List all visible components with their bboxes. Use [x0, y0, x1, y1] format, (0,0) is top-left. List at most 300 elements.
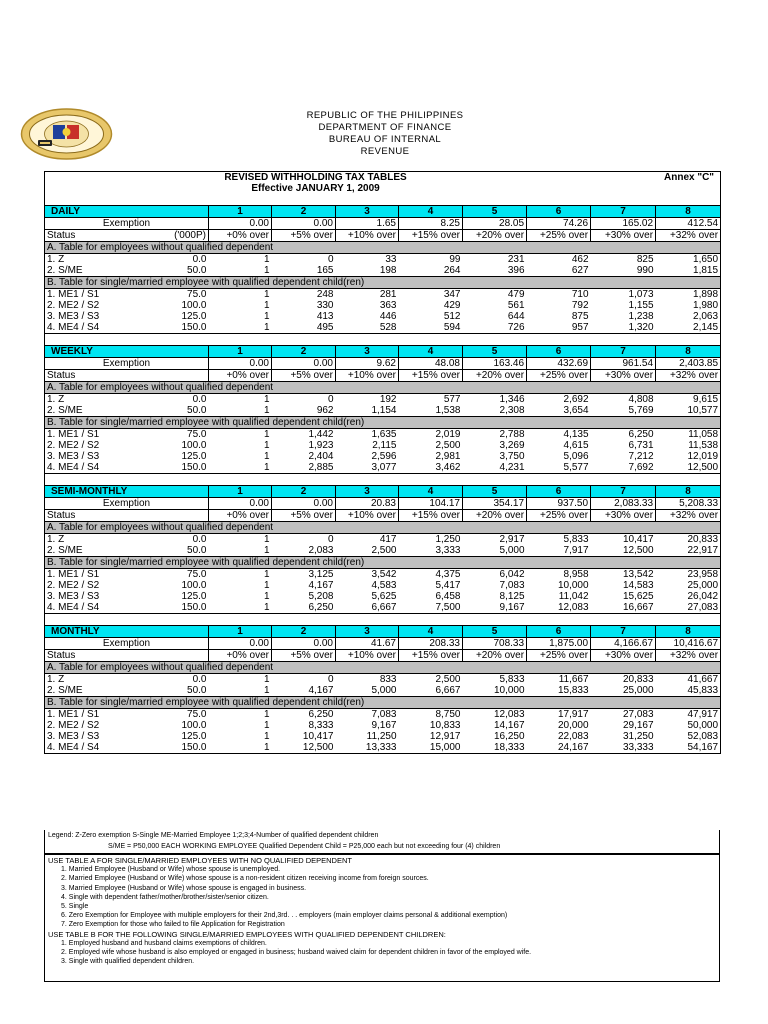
tax-value: 1 [209, 322, 272, 334]
status-rate: +15% over [399, 650, 463, 662]
row-exemption: 50.0 [187, 685, 207, 696]
tax-value: 15,000 [399, 742, 463, 754]
exemption-value: 1.65 [336, 218, 399, 230]
bracket-number: 1 [209, 626, 272, 638]
status-label: Status [47, 510, 76, 521]
bracket-number: 5 [463, 626, 527, 638]
status-rate: +32% over [656, 510, 721, 522]
row-label: 2. ME2 / S2 [45, 720, 105, 731]
tax-value: 10,000 [557, 580, 589, 591]
exemption-value: 0.00 [272, 218, 336, 230]
row-exemption: 150.0 [105, 602, 209, 614]
row-label: 1. Z [45, 674, 105, 686]
row-label: 1. Z [45, 254, 105, 266]
tax-value: 7,083 [499, 580, 525, 591]
row-label: 1. ME1 / S1 [45, 709, 105, 721]
tax-value: 10,577 [656, 405, 721, 417]
tax-row [45, 429, 721, 441]
annex-label: Annex "C" [527, 172, 721, 184]
tax-value: 4,375 [435, 569, 461, 580]
row-exemption: 100.0 [181, 440, 207, 451]
section-header-row [45, 626, 721, 638]
status-rate: +0% over [209, 230, 272, 242]
status-label: Status [47, 650, 76, 661]
tax-value: 22,917 [656, 545, 721, 557]
tax-value: 248 [316, 289, 334, 300]
tax-value: 99 [449, 254, 461, 265]
exemption-value: 0.00 [272, 358, 336, 370]
tax-value: 2,308 [499, 405, 525, 416]
tax-value: 3,750 [499, 451, 525, 462]
tax-value: 561 [507, 300, 525, 311]
tax-value: 792 [571, 300, 589, 311]
tax-value: 6,250 [628, 429, 654, 440]
tax-value: 5,833 [563, 534, 589, 545]
exemption-value: 0.00 [209, 638, 272, 650]
exemption-value: 937.50 [527, 498, 591, 510]
tax-row [45, 534, 721, 546]
tax-value: 7,083 [371, 709, 397, 720]
tax-value: 5,769 [628, 405, 654, 416]
exemption-value: 165.02 [591, 218, 656, 230]
tax-row [45, 602, 721, 614]
row-label: 3. ME3 / S3 [45, 311, 105, 322]
row-label: 4. ME4 / S4 [45, 602, 105, 614]
tax-value: 1,898 [656, 289, 721, 301]
exemption-label: Exemption [45, 358, 209, 370]
exemption-row [45, 498, 721, 510]
tax-value: 16,667 [591, 602, 656, 614]
tax-value: 6,250 [272, 602, 336, 614]
row-exemption: 50.0 [187, 265, 207, 276]
tax-value: 1 [263, 545, 270, 556]
table-a-label-row [45, 242, 721, 254]
tax-value: 9,167 [463, 602, 527, 614]
bracket-number: 2 [272, 626, 336, 638]
bracket-number: 4 [399, 626, 463, 638]
status-rate: +10% over [336, 230, 399, 242]
note-item: 5. Single [61, 903, 89, 911]
tax-value: 644 [507, 311, 525, 322]
tax-value: 6,667 [435, 685, 461, 696]
tax-value: 6,042 [499, 569, 525, 580]
tax-value: 1 [263, 394, 270, 405]
tax-value: 4,583 [371, 580, 397, 591]
tax-value: 5,000 [371, 685, 397, 696]
status-rate: +15% over [399, 510, 463, 522]
tax-value: 1,250 [435, 534, 461, 545]
tax-value: 12,083 [493, 709, 525, 720]
tax-value: 0 [327, 394, 334, 405]
row-label: 4. ME4 / S4 [45, 742, 105, 754]
row-label: 3. ME3 / S3 [45, 591, 105, 602]
status-rate: +15% over [399, 370, 463, 382]
tax-value: 1 [209, 602, 272, 614]
tax-value: 12,500 [622, 545, 654, 556]
exemption-value: 10,416.67 [656, 638, 721, 650]
row-label: 2. S/ME [45, 265, 105, 277]
tax-value: 1 [263, 429, 270, 440]
status-row [45, 650, 721, 662]
tax-value: 1,923 [308, 440, 334, 451]
tax-row [45, 440, 721, 451]
tax-value: 41,667 [656, 674, 721, 686]
tax-value: 17,917 [557, 709, 589, 720]
exemption-value: 9.62 [336, 358, 399, 370]
tax-value: 20,833 [656, 534, 721, 546]
bracket-number: 7 [591, 626, 656, 638]
status-label-cell [45, 230, 105, 242]
tax-value: 1,073 [628, 289, 654, 300]
tax-value: 479 [507, 289, 525, 300]
status-rate: +20% over [463, 650, 527, 662]
exemption-value: 74.26 [527, 218, 591, 230]
tax-value: 1,635 [371, 429, 397, 440]
tax-value: 24,167 [527, 742, 591, 754]
tax-value: 27,083 [656, 602, 721, 614]
usage-notes [44, 854, 720, 982]
spacer-row [45, 614, 721, 626]
tax-value: 3,462 [399, 462, 463, 474]
tax-value: 2,145 [656, 322, 721, 334]
row-label: 1. ME1 / S1 [45, 569, 105, 581]
row-exemption: 100.0 [181, 580, 207, 591]
tax-value: 10,833 [429, 720, 461, 731]
tax-value: 875 [571, 311, 589, 322]
tax-value: 12,083 [527, 602, 591, 614]
tax-value: 1,442 [308, 429, 334, 440]
tax-value: 512 [443, 311, 461, 322]
table-a-label-row [45, 662, 721, 674]
bracket-number: 7 [591, 346, 656, 358]
exemption-value: 432.69 [527, 358, 591, 370]
unit-label [105, 510, 209, 522]
tax-value: 2,019 [435, 429, 461, 440]
section-name: MONTHLY [45, 626, 209, 638]
tax-value: 3,542 [371, 569, 397, 580]
tax-value: 5,208 [308, 591, 334, 602]
row-label: 1. ME1 / S1 [45, 429, 105, 441]
tax-value: 12,500 [272, 742, 336, 754]
tax-value: 2,981 [435, 451, 461, 462]
tax-value: 2,063 [656, 311, 721, 322]
row-exemption: 125.0 [181, 451, 207, 462]
tax-value: 2,596 [371, 451, 397, 462]
status-row [45, 370, 721, 382]
tax-value: 0 [327, 254, 334, 265]
tax-value: 6,731 [628, 440, 654, 451]
tax-value: 1 [263, 534, 270, 545]
exemption-value: 20.83 [336, 498, 399, 510]
tax-row [45, 720, 721, 731]
tax-value: 1 [263, 685, 270, 696]
tax-value: 4,231 [463, 462, 527, 474]
tax-value: 231 [507, 254, 525, 265]
tax-value: 3,654 [563, 405, 589, 416]
exemption-value: 163.46 [463, 358, 527, 370]
header-line: BUREAU OF INTERNAL [328, 134, 442, 145]
tax-value: 281 [379, 289, 397, 300]
row-exemption: 75.0 [187, 429, 207, 440]
tax-value: 14,167 [493, 720, 525, 731]
exemption-value: 412.54 [656, 218, 721, 230]
row-label: 3. ME3 / S3 [45, 451, 105, 462]
exemption-label: Exemption [45, 498, 209, 510]
tax-table-container [44, 171, 720, 754]
row-exemption: 150.0 [105, 742, 209, 754]
tax-value: 5,577 [527, 462, 591, 474]
tax-row [45, 569, 721, 581]
agency-header [230, 110, 540, 158]
tax-value: 13,333 [336, 742, 399, 754]
status-rate: +5% over [272, 230, 336, 242]
tax-value: 1 [263, 674, 270, 685]
bracket-number: 4 [399, 206, 463, 218]
unit-label: ('000P) [105, 230, 209, 242]
status-rate: +30% over [591, 230, 656, 242]
tax-value: 1 [209, 462, 272, 474]
note-item: 4. Single with dependent father/mother/brother/sister/senior citizen. [61, 893, 269, 901]
document-title: REVISED WITHHOLDING TAX TABLES [224, 172, 407, 183]
tax-value: 6,458 [435, 591, 461, 602]
status-rate: +0% over [209, 370, 272, 382]
exemption-value: 2,403.85 [656, 358, 721, 370]
unit-label [105, 650, 209, 662]
tax-value: 2,083 [308, 545, 334, 556]
row-exemption: 125.0 [181, 731, 207, 742]
header-line: DEPARTMENT OF FINANCE [318, 122, 452, 133]
tax-value: 2,885 [272, 462, 336, 474]
tax-value: 363 [379, 300, 397, 311]
bracket-number: 6 [527, 206, 591, 218]
tax-value: 18,333 [463, 742, 527, 754]
bracket-number: 2 [272, 486, 336, 498]
bracket-number: 7 [591, 486, 656, 498]
row-exemption: 125.0 [181, 591, 207, 602]
tax-value: 495 [272, 322, 336, 334]
row-exemption: 0.0 [192, 254, 207, 265]
tax-value: 413 [316, 311, 334, 322]
tax-value: 52,083 [656, 731, 721, 742]
tax-value: 13,542 [622, 569, 654, 580]
section-name: DAILY [45, 206, 209, 218]
row-exemption: 75.0 [187, 289, 207, 300]
exemption-row [45, 218, 721, 230]
row-label: 2. S/ME [45, 545, 105, 557]
tax-value: 23,958 [656, 569, 721, 581]
table-a-label: A. Table for employees without qualified dependent [45, 382, 721, 394]
tax-value: 2,500 [371, 545, 397, 556]
tax-value: 33,333 [591, 742, 656, 754]
tax-value: 1 [263, 289, 270, 300]
bracket-number: 3 [336, 486, 399, 498]
tax-value: 7,500 [399, 602, 463, 614]
tax-row [45, 300, 721, 311]
tax-value: 5,000 [499, 545, 525, 556]
tax-value: 2,917 [499, 534, 525, 545]
row-exemption: 150.0 [105, 462, 209, 474]
row-exemption: 0.0 [192, 674, 207, 685]
tax-value: 1,154 [371, 405, 397, 416]
row-label: 2. ME2 / S2 [45, 580, 105, 591]
tax-value: 9,167 [371, 720, 397, 731]
tax-value: 8,125 [499, 591, 525, 602]
tax-value: 5,096 [563, 451, 589, 462]
status-label-cell [45, 370, 105, 382]
note-item: 7. Zero Exemption for those who failed to file Application for Registration [61, 921, 285, 929]
tax-value: 577 [443, 394, 461, 405]
tax-value: 347 [443, 289, 461, 300]
tax-value: 528 [336, 322, 399, 334]
tax-value: 1 [209, 742, 272, 754]
row-exemption: 100.0 [181, 720, 207, 731]
note-item: 6. Zero Exemption for Employee with multiple employers for their 2nd,3rd. . . employers (main employer claims personal & additional exemption) [61, 912, 508, 920]
tax-value: 2,500 [435, 440, 461, 451]
spacer-row [45, 474, 721, 486]
tax-value: 2,115 [372, 440, 397, 451]
status-rate: +20% over [463, 230, 527, 242]
row-label: 1. Z [45, 534, 105, 546]
exemption-value: 1,875.00 [527, 638, 591, 650]
exemption-value: 708.33 [463, 638, 527, 650]
exemption-value: 48.08 [399, 358, 463, 370]
table-a-label: A. Table for employees without qualified dependent [45, 662, 721, 674]
tax-value: 4,167 [308, 685, 334, 696]
exemption-value: 208.33 [399, 638, 463, 650]
tax-value: 7,917 [563, 545, 589, 556]
bracket-number: 8 [656, 626, 721, 638]
tax-value: 2,404 [308, 451, 334, 462]
row-label: 2. ME2 / S2 [45, 440, 105, 451]
tax-value: 198 [379, 265, 397, 276]
status-rate: +0% over [209, 650, 272, 662]
legend-line: S/ME = P50,000 EACH WORKING EMPLOYEE Qualified Dependent Child = P25,000 each but not exceeding four (4) children [108, 843, 501, 850]
tax-value: 27,083 [622, 709, 654, 720]
status-rate: +30% over [591, 370, 656, 382]
bracket-number: 5 [463, 346, 527, 358]
tax-value: 833 [379, 674, 397, 685]
tax-value: 14,583 [622, 580, 654, 591]
tax-row [45, 451, 721, 462]
row-exemption: 75.0 [187, 709, 207, 720]
table-b-usage-heading: USE TABLE B FOR THE FOLLOWING SINGLE/MARRIED EMPLOYEES WITH QUALIFIED DEPENDENT CHILDREN: [48, 929, 446, 939]
bracket-number: 2 [272, 346, 336, 358]
tax-value: 192 [379, 394, 397, 405]
tax-value: 4,808 [628, 394, 654, 405]
bracket-number: 8 [656, 346, 721, 358]
tax-value: 45,833 [656, 685, 721, 697]
row-exemption: 50.0 [187, 545, 207, 556]
tax-value: 3,077 [336, 462, 399, 474]
tax-value: 1,980 [656, 300, 721, 311]
tax-value: 8,958 [563, 569, 589, 580]
tax-value: 2,500 [435, 674, 461, 685]
tax-value: 33 [385, 254, 397, 265]
table-a-label: A. Table for employees without qualified dependent [45, 522, 721, 534]
bracket-number: 2 [272, 206, 336, 218]
tax-value: 1,346 [499, 394, 525, 405]
tax-value: 1,155 [628, 300, 654, 311]
status-label-cell [45, 650, 105, 662]
status-rate: +32% over [656, 650, 721, 662]
tax-value: 1 [263, 265, 270, 276]
spacer-cell [45, 334, 721, 346]
section-name: SEMI-MONTHLY [45, 486, 209, 498]
exemption-value: 0.00 [209, 358, 272, 370]
row-exemption: 0.0 [192, 394, 207, 405]
row-label: 1. Z [45, 394, 105, 406]
tax-value: 726 [463, 322, 527, 334]
status-rate: +5% over [272, 510, 336, 522]
status-rate: +32% over [656, 370, 721, 382]
table-a-label-row [45, 522, 721, 534]
status-rate: +30% over [591, 650, 656, 662]
status-rate: +10% over [336, 650, 399, 662]
spacer-row [45, 194, 721, 206]
bir-seal [20, 108, 113, 160]
status-rate: +25% over [527, 370, 591, 382]
exemption-label: Exemption [45, 638, 209, 650]
table-a-usage-heading: USE TABLE A FOR SINGLE/MARRIED EMPLOYEES WITH NO QUALIFIED DEPENDENT [48, 856, 352, 865]
tax-value: 12,500 [656, 462, 721, 474]
bracket-number: 1 [209, 206, 272, 218]
bracket-number: 7 [591, 206, 656, 218]
tax-value: 0 [327, 674, 334, 685]
exemption-value: 354.17 [463, 498, 527, 510]
status-rate: +15% over [399, 230, 463, 242]
tax-row [45, 322, 721, 334]
exemption-value: 28.05 [463, 218, 527, 230]
table-a-label-row [45, 382, 721, 394]
bracket-number: 5 [463, 486, 527, 498]
tax-value: 8,750 [435, 709, 461, 720]
tax-value: 3,125 [308, 569, 334, 580]
section-header-row [45, 206, 721, 218]
spacer-cell [45, 194, 721, 206]
bracket-number: 4 [399, 486, 463, 498]
exemption-value: 961.54 [591, 358, 656, 370]
tax-value: 825 [636, 254, 654, 265]
bracket-number: 1 [209, 486, 272, 498]
bracket-number: 8 [656, 486, 721, 498]
row-label: 3. ME3 / S3 [45, 731, 105, 742]
tax-value: 1 [263, 569, 270, 580]
table-b-label-row [45, 277, 721, 289]
row-exemption: 125.0 [181, 311, 207, 322]
status-label-cell [45, 510, 105, 522]
tax-value: 5,417 [435, 580, 461, 591]
exemption-value: 2,083.33 [591, 498, 656, 510]
table-a-label: A. Table for employees without qualified dependent [45, 242, 721, 254]
legend-line: Legend: Z-Zero exemption S-Single ME-Married Employee 1;2;3;4-Number of qualified dependent children [48, 832, 379, 839]
tax-value: 1,650 [656, 254, 721, 266]
tax-row [45, 685, 721, 697]
status-rate: +32% over [656, 230, 721, 242]
header-line: REVENUE [360, 146, 410, 157]
tax-value: 462 [571, 254, 589, 265]
tax-value: 3,333 [435, 545, 461, 556]
status-label: Status [47, 230, 76, 241]
tax-value: 11,058 [656, 429, 721, 441]
section-header-row [45, 346, 721, 358]
status-row [45, 230, 721, 242]
tax-value: 50,000 [656, 720, 721, 731]
table-b-label-row [45, 557, 721, 569]
tax-value: 1,815 [656, 265, 721, 277]
note-item: 2. Married Employee (Husband or Wife) whose spouse is a non-resident citizen receiving income from foreign sources. [61, 875, 429, 883]
tax-row [45, 674, 721, 686]
tax-value: 4,167 [308, 580, 334, 591]
